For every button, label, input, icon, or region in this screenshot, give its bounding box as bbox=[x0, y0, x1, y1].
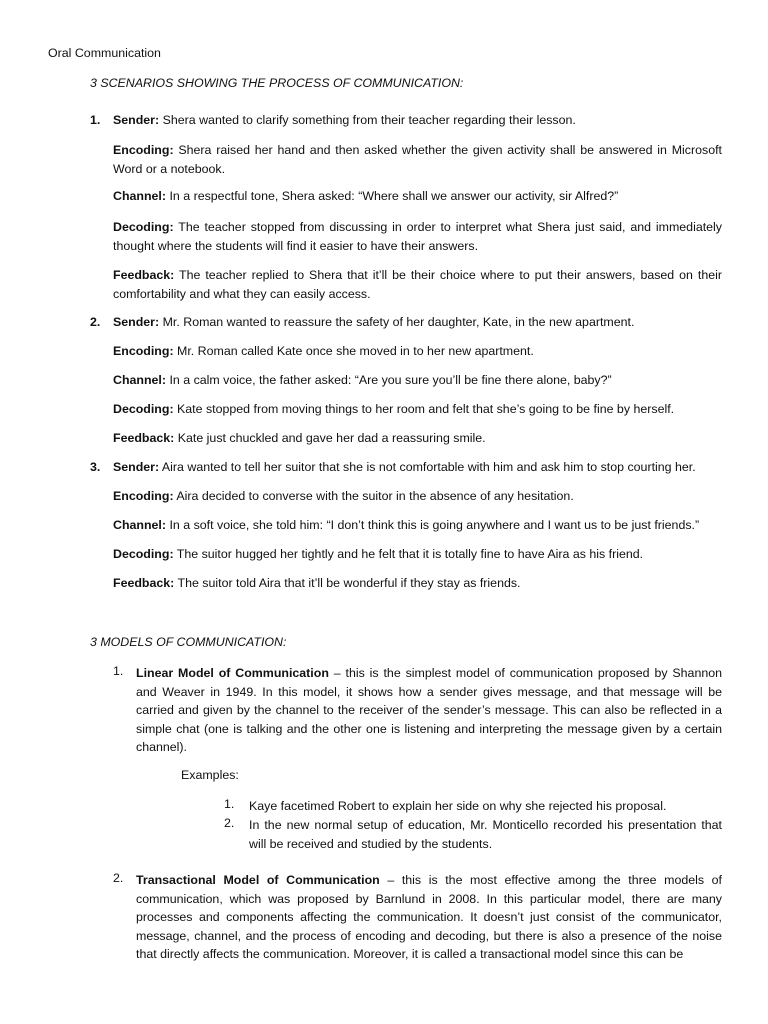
channel-label: Channel: bbox=[113, 518, 167, 532]
example-text: Kaye facetimed Robert to explain her side on why she rejected his proposal. bbox=[249, 799, 667, 813]
scenario-encoding bbox=[113, 141, 722, 178]
scenario-sender bbox=[113, 460, 696, 474]
encoding-text: Mr. Roman called Kate once she moved in to her new apartment. bbox=[177, 344, 534, 358]
encoding-label: Encoding: bbox=[113, 143, 174, 157]
model-text: – this is the most effective among the three models of communication, which was proposed by Barnlund in 2008. In this particular model, there are many processes and components affecting the communication. It doesn’t just consist of the communicator, message, channel, and the process of encoding and decoding, but there is also a presence of the noise that directly affects the communication. Moreover, it is called a transactional model since this can be bbox=[136, 873, 722, 961]
scenario-number: 1. bbox=[90, 113, 101, 127]
channel-text: In a respectful tone, Shera asked: “Where shall we answer our activity, sir Alfred?” bbox=[169, 189, 619, 203]
decoding-label: Decoding: bbox=[113, 402, 174, 416]
document-title: Oral Communication bbox=[48, 46, 161, 60]
scenario-sender bbox=[113, 113, 576, 127]
scenario-encoding bbox=[113, 344, 534, 358]
example-text: In the new normal setup of education, Mr. Monticello recorded his presentation that will be received and studied by the students. bbox=[249, 818, 722, 851]
scenario-channel bbox=[113, 189, 618, 203]
model-name: Transactional Model of Communication bbox=[136, 873, 380, 887]
feedback-text: The suitor told Aira that it’ll be wonderful if they stay as friends. bbox=[177, 576, 521, 590]
examples-label: Examples: bbox=[181, 768, 239, 782]
model-name: Linear Model of Communication bbox=[136, 666, 329, 680]
scenario-number: 3. bbox=[90, 460, 101, 474]
scenario-encoding bbox=[113, 489, 574, 503]
scenarios-heading: 3 SCENARIOS SHOWING THE PROCESS OF COMMUNICATION: bbox=[90, 76, 464, 90]
scenario-decoding bbox=[113, 218, 722, 255]
feedback-text: Kate just chuckled and gave her dad a reassuring smile. bbox=[177, 431, 486, 445]
scenario-decoding bbox=[113, 402, 674, 416]
decoding-label: Decoding: bbox=[113, 547, 174, 561]
decoding-label: Decoding: bbox=[113, 220, 174, 234]
models-heading: 3 MODELS OF COMMUNICATION: bbox=[90, 635, 287, 649]
encoding-text: Shera raised her hand and then asked whether the given activity shall be answered in Microsoft Word or a notebook. bbox=[113, 143, 722, 176]
encoding-text: Aira decided to converse with the suitor in the absence of any hesitation. bbox=[176, 489, 574, 503]
model-text: – this is the simplest model of communication proposed by Shannon and Weaver in 1949. In this model, it shows how a sender gives message, and that message will be carried and given by the channel to the receiver of the sender’s message. This can also be reflected in a simple chat (one is talking and the other one is listening and interpreting the message given by a certain channel). bbox=[136, 666, 723, 754]
model-number: 2. bbox=[113, 871, 124, 885]
scenario-number: 2. bbox=[90, 315, 101, 329]
sender-label: Sender: bbox=[113, 113, 160, 127]
decoding-text: Kate stopped from moving things to her room and felt that she’s going to be fine by herself. bbox=[177, 402, 675, 416]
sender-text: Shera wanted to clarify something from their teacher regarding their lesson. bbox=[162, 113, 576, 127]
channel-label: Channel: bbox=[113, 373, 167, 387]
decoding-text: The teacher stopped from discussing in order to interpret what Shera just said, and immediately thought where the students will find it easier to have their answers. bbox=[113, 220, 722, 253]
encoding-label: Encoding: bbox=[113, 489, 174, 503]
decoding-text: The suitor hugged her tightly and he felt that it is totally fine to have Aira as his friend. bbox=[176, 547, 644, 561]
example-number: 2. bbox=[224, 816, 235, 830]
feedback-label: Feedback: bbox=[113, 268, 175, 282]
example-number: 1. bbox=[224, 797, 235, 811]
model-paragraph bbox=[136, 871, 722, 964]
sender-label: Sender: bbox=[113, 315, 160, 329]
feedback-label: Feedback: bbox=[113, 576, 175, 590]
sender-text: Mr. Roman wanted to reassure the safety of her daughter, Kate, in the new apartment. bbox=[162, 315, 635, 329]
channel-text: In a soft voice, she told him: “I don’t think this is going anywhere and I want us to be just friends.” bbox=[169, 518, 700, 532]
scenario-feedback bbox=[113, 266, 722, 303]
scenario-channel bbox=[113, 518, 699, 532]
sender-label: Sender: bbox=[113, 460, 160, 474]
scenario-decoding bbox=[113, 547, 643, 561]
scenario-sender bbox=[113, 315, 634, 329]
scenario-feedback bbox=[113, 576, 521, 590]
channel-label: Channel: bbox=[113, 189, 167, 203]
model-number: 1. bbox=[113, 664, 124, 678]
feedback-text: The teacher replied to Shera that it’ll be their choice where to put their answers, based on their comfortability and what they can easily access. bbox=[113, 268, 722, 301]
feedback-label: Feedback: bbox=[113, 431, 175, 445]
encoding-label: Encoding: bbox=[113, 344, 174, 358]
model-paragraph bbox=[136, 664, 722, 757]
scenario-channel bbox=[113, 373, 612, 387]
scenario-feedback bbox=[113, 431, 486, 445]
channel-text: In a calm voice, the father asked: “Are you sure you’ll be fine there alone, baby?” bbox=[169, 373, 612, 387]
sender-text: Aira wanted to tell her suitor that she is not comfortable with him and ask him to stop courting her. bbox=[161, 460, 696, 474]
